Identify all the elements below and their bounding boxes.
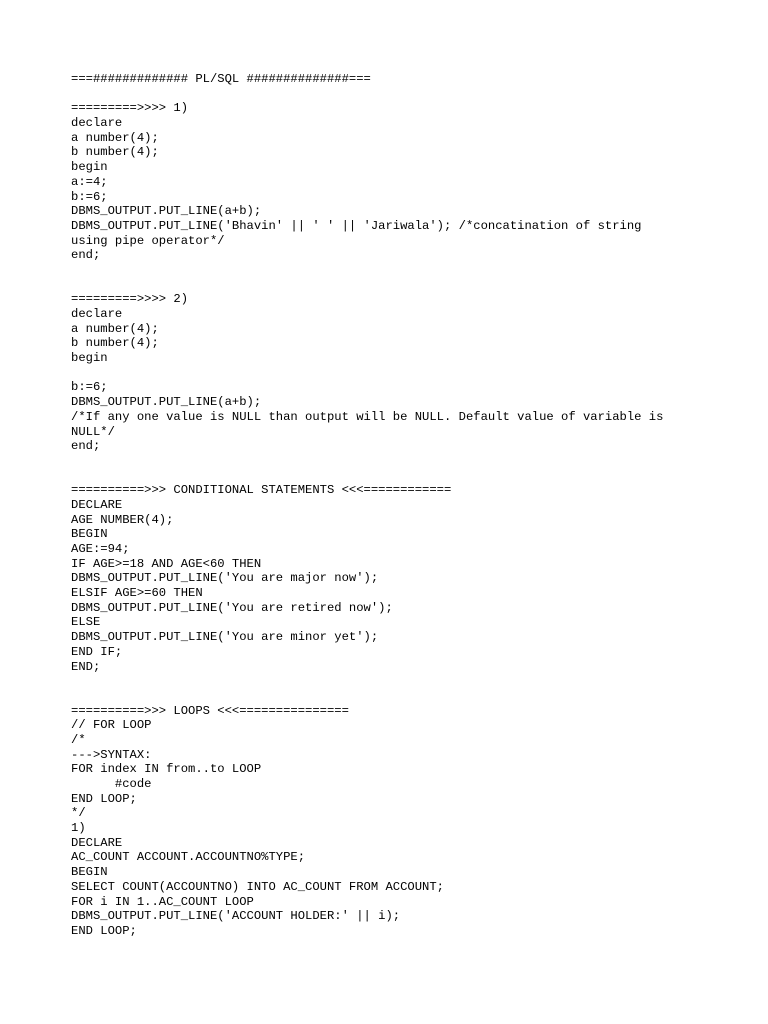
code-line: b number(4); [71, 145, 159, 160]
blank-line [71, 469, 751, 484]
code-line: b number(4); [71, 336, 159, 351]
code-line: DBMS_OUTPUT.PUT_LINE('ACCOUNT HOLDER:' || i); [71, 909, 401, 924]
blank-line [71, 87, 751, 102]
blank-line [71, 278, 751, 293]
code-line: END; [71, 659, 101, 674]
blank-line [71, 689, 751, 704]
code-line: --->SYNTAX: [71, 747, 152, 762]
code-line: BEGIN [71, 527, 108, 542]
code-line: end; [71, 439, 101, 454]
code-line: ==========>>> CONDITIONAL STATEMENTS <<<============ [71, 483, 452, 498]
code-line: FOR index IN from..to LOOP [71, 762, 262, 777]
code-line: a number(4); [71, 130, 159, 145]
code-line: AGE:=94; [71, 542, 130, 556]
code-line: NULL*/ [71, 424, 115, 439]
code-line: begin [71, 160, 108, 175]
code-line: /* [71, 732, 86, 747]
document-page [71, 72, 751, 939]
code-line: #code [71, 777, 152, 791]
code-line: ELSIF AGE>=60 THEN [71, 586, 203, 601]
code-line: END LOOP; [71, 923, 137, 938]
code-line: END LOOP; [71, 791, 137, 806]
code-line: // FOR LOOP [71, 718, 152, 733]
code-line: BEGIN [71, 865, 108, 880]
code-line: */ [71, 806, 86, 821]
code-line: begin [71, 351, 108, 366]
code-line: DBMS_OUTPUT.PUT_LINE(a+b); [71, 395, 262, 410]
code-line: b:=6; [71, 189, 108, 204]
code-line: b:=6; [71, 380, 108, 395]
code-line: end; [71, 248, 101, 263]
code-line: /*If any one value is NULL than output will be NULL. Default value of variable is [71, 409, 664, 424]
code-line: DBMS_OUTPUT.PUT_LINE('You are retired now'); [71, 600, 393, 615]
code-line: ==========>>> LOOPS <<<=============== [71, 703, 349, 718]
code-line: ===############# PL/SQL ##############=== [71, 72, 371, 86]
code-line: DBMS_OUTPUT.PUT_LINE('You are major now'); [71, 571, 379, 586]
code-line: IF AGE>=18 AND AGE<60 THEN [71, 556, 262, 571]
code-line: DBMS_OUTPUT.PUT_LINE('Bhavin' || ' ' || 'Jariwala'); /*concatination of string [71, 218, 642, 233]
code-line: a number(4); [71, 321, 159, 336]
code-line: 1) [71, 821, 86, 836]
code-line: =========>>>> 2) [71, 292, 189, 307]
blank-line [71, 674, 751, 689]
code-line: declare [71, 307, 123, 321]
code-line: declare [71, 116, 123, 131]
code-line: AGE NUMBER(4); [71, 512, 174, 527]
code-line: =========>>>> 1) [71, 101, 189, 116]
code-line: DBMS_OUTPUT.PUT_LINE('You are minor yet'); [71, 630, 379, 645]
code-line: DECLARE [71, 497, 123, 512]
code-line: DBMS_OUTPUT.PUT_LINE(a+b); [71, 204, 262, 219]
code-line: SELECT COUNT(ACCOUNTNO) INTO AC_COUNT FROM ACCOUNT; [71, 879, 444, 894]
code-line: AC_COUNT ACCOUNT.ACCOUNTNO%TYPE; [71, 850, 306, 865]
blank-line [71, 366, 751, 381]
code-line: FOR i IN 1..AC_COUNT LOOP [71, 894, 254, 909]
blank-line [71, 263, 751, 278]
code-line: DECLARE [71, 835, 123, 850]
code-line: ELSE [71, 615, 101, 630]
blank-line [71, 454, 751, 469]
code-line: a:=4; [71, 174, 108, 189]
code-line: END IF; [71, 644, 123, 659]
code-line: using pipe operator*/ [71, 233, 225, 248]
